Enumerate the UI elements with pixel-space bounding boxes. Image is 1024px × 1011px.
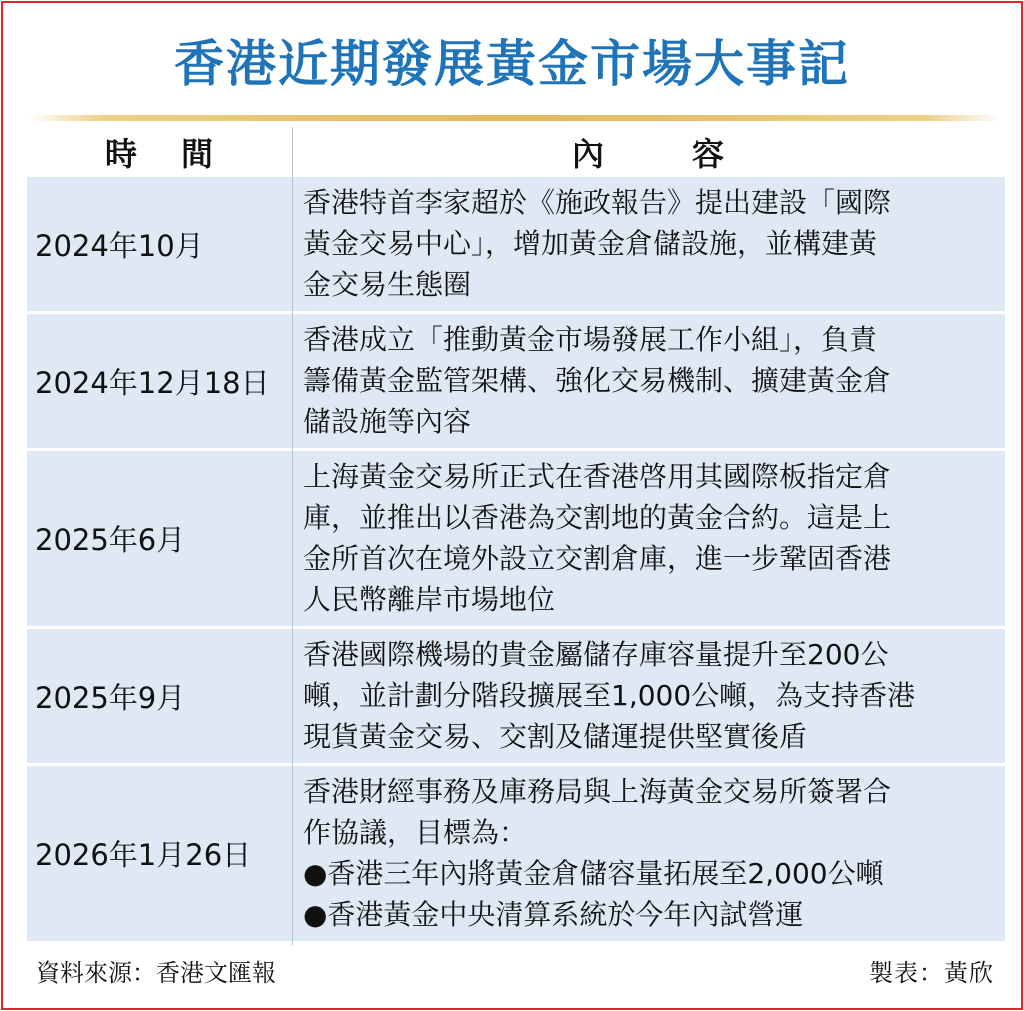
page-title: 香港近期發展黃金市場大事記: [174, 35, 850, 93]
row-time: 2026年1月26日: [35, 838, 252, 872]
title-divider: [27, 115, 1002, 121]
content-line: 作協議，目標為：: [303, 816, 528, 849]
timeline-table: [27, 127, 1005, 941]
table-row: [27, 763, 1005, 941]
table-row: [27, 448, 1005, 626]
table-row: [27, 311, 1005, 448]
content-line: 儲設施等內容: [303, 405, 472, 438]
row-time: 2024年12月18日: [35, 365, 270, 400]
source-credit: 資料來源：香港文匯報: [36, 959, 276, 987]
header-time: 時間: [104, 135, 257, 173]
row-content: [291, 177, 1005, 311]
content-line: 金交易生態圈: [303, 268, 472, 301]
table-header: [27, 127, 1005, 177]
content-line: 香港國際機場的貴金屬儲存庫容量提升至200公: [303, 638, 889, 671]
content-line: 人民幣離岸市場地位: [303, 583, 556, 616]
content-line: 金所首次在境外設立交割倉庫，進一步鞏固香港: [303, 542, 892, 575]
bullet-item: ●香港黃金中央清算系統於今年內試營運: [303, 898, 804, 931]
content-line: 香港特首李家超於《施政報告》提出建設「國際: [303, 186, 892, 219]
row-time: 2025年9月: [35, 680, 186, 715]
content-line: 籌備黃金監管架構、強化交易機制、擴建黃金倉: [303, 364, 892, 397]
content-line: 庫，並推出以香港為交割地的黃金合約。這是上: [303, 501, 892, 534]
row-content: [291, 766, 1005, 941]
content-line: 黃金交易中心」，增加黃金倉儲設施，並構建黃: [303, 227, 878, 260]
row-content: [291, 451, 1005, 626]
footer: [36, 953, 994, 988]
row-time: 2025年6月: [35, 523, 186, 557]
column-divider: [292, 127, 293, 945]
content-line: 噸，並計劃分階段擴展至1,000公噸，為支持香港: [303, 679, 916, 712]
table-row: [27, 177, 1005, 311]
content-line: 上海黃金交易所正式在香港啓用其國際板指定倉: [303, 460, 892, 493]
table-row: [27, 626, 1005, 763]
maker-credit: 製表：黃欣: [869, 959, 994, 987]
header-content: 內容: [571, 135, 812, 173]
row-content: [291, 629, 1005, 763]
bullet-item: ●香港三年內將黃金倉儲容量拓展至2,000公噸: [303, 857, 884, 890]
row-content: [291, 314, 1005, 448]
content-line: 香港財經事務及庫務局與上海黃金交易所簽署合: [303, 775, 892, 808]
content-line: 現貨黃金交易、交割及儲運提供堅實後盾: [303, 720, 808, 753]
row-time: 2024年10月: [35, 228, 204, 263]
content-line: 香港成立「推動黃金市場發展工作小組」，負責: [303, 323, 878, 356]
infographic-frame: [1, 1, 1023, 1010]
